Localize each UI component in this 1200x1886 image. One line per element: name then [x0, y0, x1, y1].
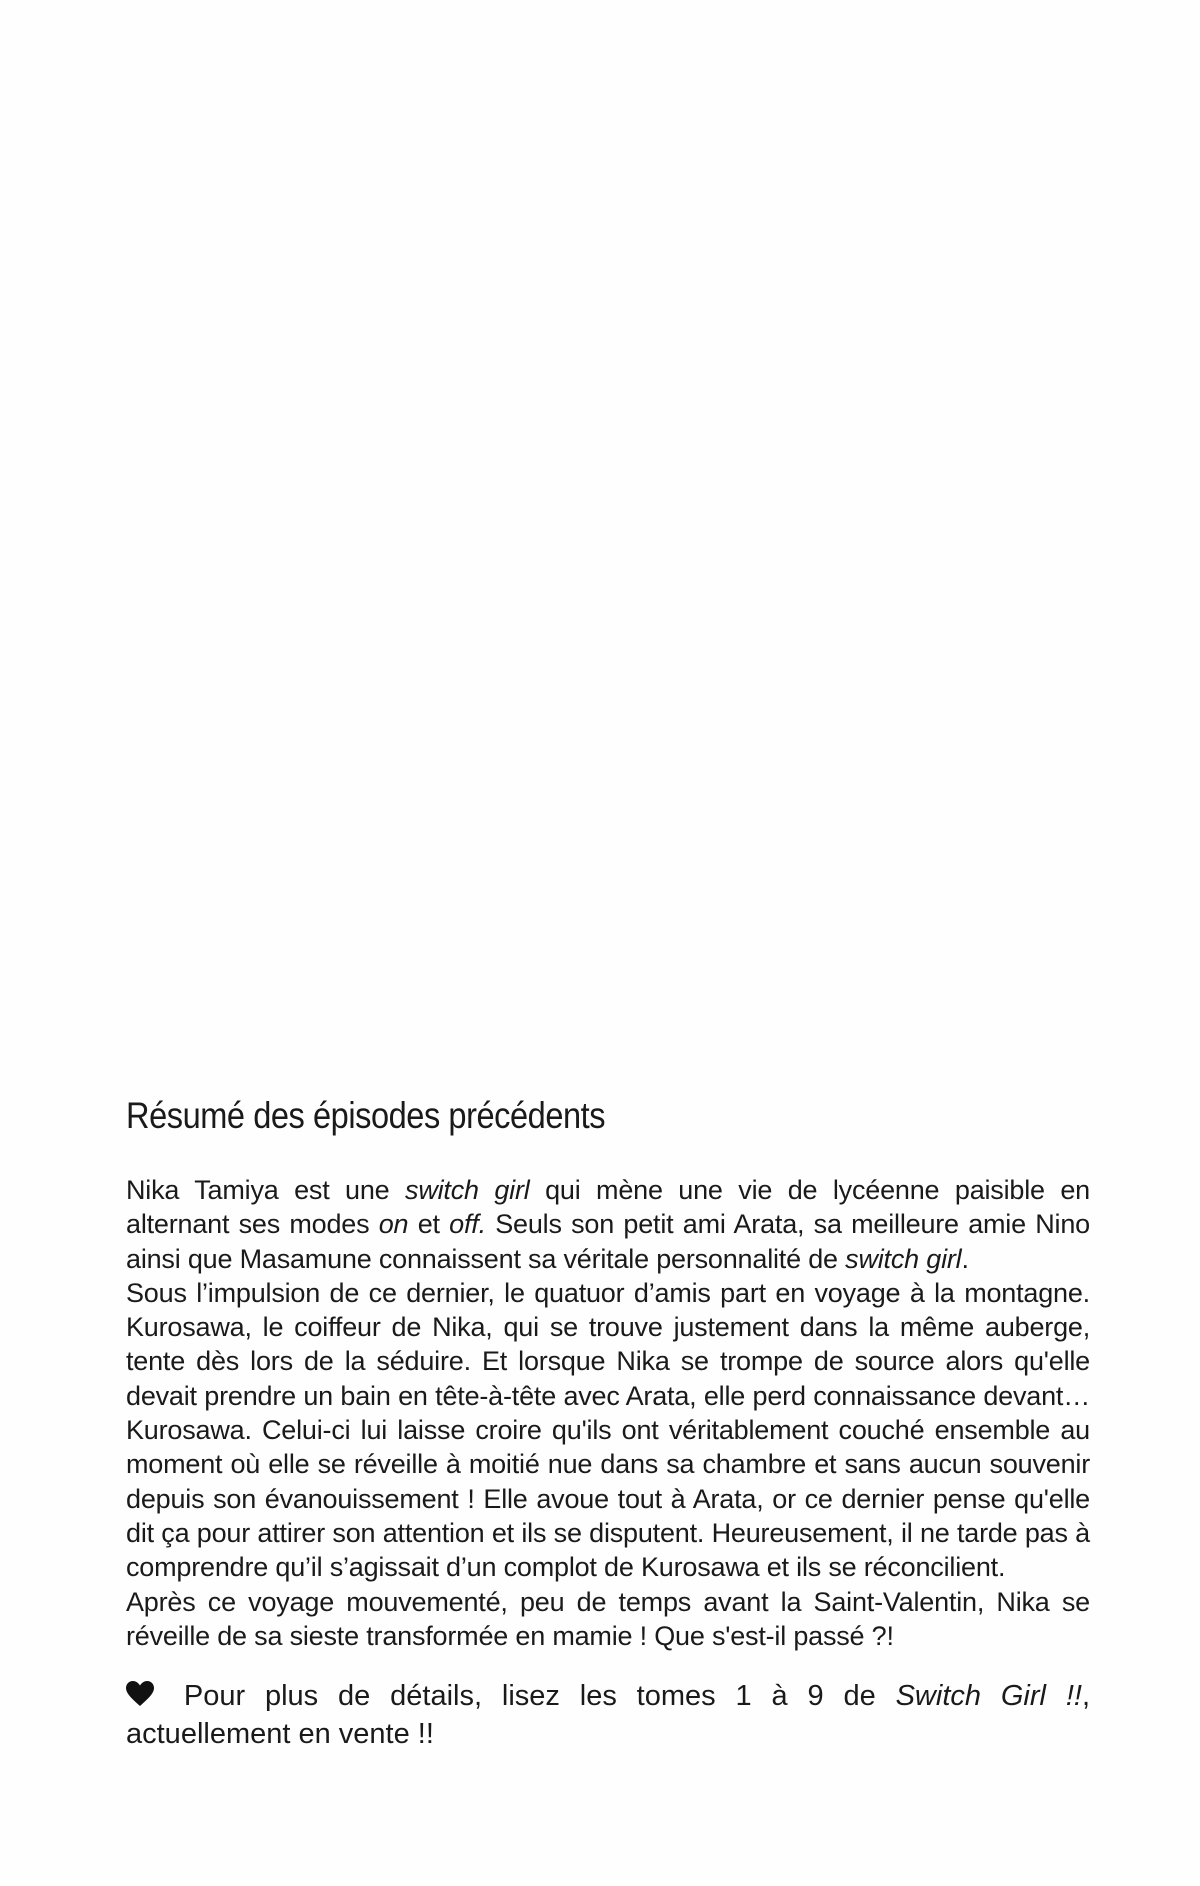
heart-icon [126, 1679, 154, 1705]
text-run: . [961, 1243, 969, 1274]
summary-body [126, 1173, 1090, 1653]
italic-term: off. [449, 1209, 486, 1240]
summary-paragraph-1 [126, 1173, 1090, 1276]
italic-term: switch girl [405, 1175, 530, 1205]
text-run: Seuls son petit ami Arata, sa meilleure amie Nino ainsi que Masamune connaissent sa véritale personnalité de [126, 1209, 1090, 1274]
text-run: qui mène une vie de lycéenne paisible en alternant ses modes [126, 1175, 1090, 1240]
series-title: Switch Girl !! [895, 1680, 1082, 1713]
summary-paragraph-2: Sous l’impulsion de ce dernier, le quatuor d’amis part en voyage à la montagne. Kurosawa, le coiffeur de Nika, qui se trouve justement dans la même auberge, tente dès lors de la séduire. Et lorsque Nika se trompe de source alors qu'elle devait prendre un bain en tête-à-tête avec Arata, elle perd connaissance devant… Kurosawa. Celui-ci lui laisse croire qu'ils ont véritablement couché ensemble au moment où elle se réveille à moitié nue dans sa chambre et sans aucun souvenir depuis son évanouissement ! Elle avoue tout à Arata, or ce dernier pense qu'elle dit ça pour attirer son attention et ils se disputent. Heureusement, il ne tarde pas à comprendre qu’il s’agissait d’un complot de Kurosawa et ils se réconcilient. [126, 1277, 1090, 1583]
summary-paragraph-3: Après ce voyage mouvementé, peu de temps avant la Saint-Valentin, Nika se réveille de sa sieste transformée en mamie ! Que s'est-il passé ?! [126, 1586, 1090, 1651]
italic-term: switch girl [845, 1243, 962, 1274]
summary-section [126, 1095, 1090, 1782]
text-run: et [408, 1209, 450, 1240]
note-text: Pour plus de détails, lisez les tomes 1 à 9 de [164, 1680, 896, 1713]
italic-term: on [378, 1209, 409, 1240]
note-text-end: , actuellement en vente !! [126, 1680, 1090, 1751]
page-title: Résumé des épisodes précédents [126, 1095, 606, 1136]
text-run: Nika Tamiya est une [126, 1175, 406, 1205]
reading-note [126, 1677, 1090, 1753]
